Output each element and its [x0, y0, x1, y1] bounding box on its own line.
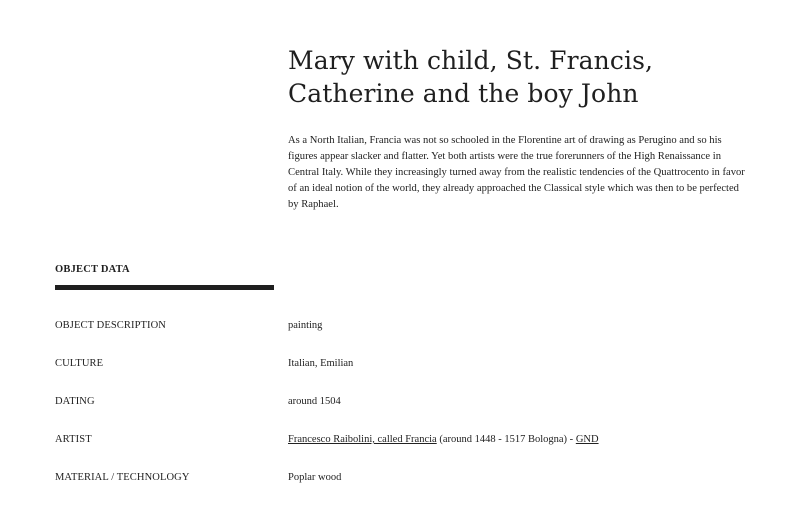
dating-label: DATING: [55, 396, 95, 407]
object-data-heading: OBJECT DATA: [55, 264, 274, 290]
material-value: Poplar wood: [288, 472, 342, 483]
artist-detail: (around 1448 - 1517 Bologna) -: [436, 434, 576, 445]
dating-value: around 1504: [288, 396, 341, 407]
artist-label: ARTIST: [55, 434, 92, 445]
object-description-row: [55, 318, 755, 334]
artist-row: [55, 432, 755, 448]
culture-value: Italian, Emilian: [288, 358, 354, 369]
artist-value: [288, 432, 599, 448]
object-description-value: painting: [288, 320, 323, 331]
artwork-title: Mary with child, St. Francis, Catherine and the boy John: [288, 46, 654, 108]
material-label: MATERIAL / TECHNOLOGY: [55, 472, 190, 483]
dating-row: [55, 394, 755, 410]
culture-row: [55, 356, 755, 372]
gnd-link[interactable]: GND: [575, 434, 599, 445]
culture-label: CULTURE: [55, 358, 104, 369]
material-row: [55, 470, 755, 486]
artwork-description: As a North Italian, Francia was not so schooled in the Florentine art of drawing as Perugino and so his figures appear slacker and flatter. Yet both artists were the true forerunners of the High Renaissance in Central Italy. While they increasingly turned away from the realistic tendencies of the Quattrocento in favor of an ideal notion of the world, they already approached the Classical style which was then to be perfected by Raphael.: [288, 135, 745, 210]
object-description-label: OBJECT DESCRIPTION: [55, 320, 166, 331]
artist-link[interactable]: Francesco Raibolini, called Francia: [288, 434, 437, 445]
